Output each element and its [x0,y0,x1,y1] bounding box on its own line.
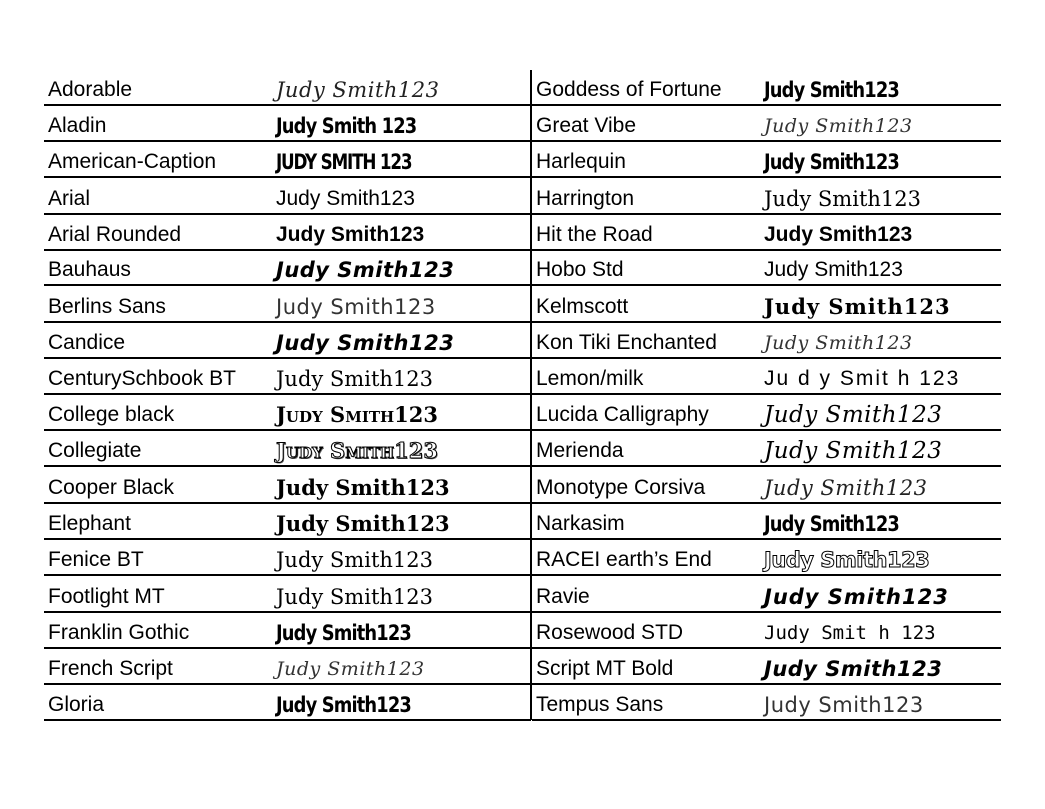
font-row [44,540,531,576]
font-row [44,250,531,286]
font-name: Harrington [536,187,635,210]
font-sample: Judy Smith123 [276,475,450,500]
font-name: Lucida Calligraphy [536,403,709,426]
font-name: Collegiate [48,439,142,462]
font-name: Arial Rounded [48,223,182,246]
font-row [532,613,1001,649]
font-row [532,577,1001,613]
font-name: Footlight MT [48,585,165,608]
font-sample: Judy Smit h 123 [764,622,936,644]
font-row [44,649,531,685]
font-row [44,468,531,504]
font-sample: Judy Smith123 [276,367,433,391]
font-name: Gloria [48,693,105,716]
font-row [532,685,1001,721]
font-sample: Judy Smith123 [764,150,900,174]
font-name: Harlequin [536,150,626,173]
font-name: Hit the Road [536,223,653,246]
font-row [44,323,531,359]
font-row [532,431,1001,467]
font-name: Goddess of Fortune [536,78,722,101]
font-sample: Judy Smith123 [276,258,455,282]
font-row [44,685,531,721]
font-sample: Judy Smith123 [764,402,943,428]
font-row [44,179,531,215]
font-name: Script MT Bold [536,657,674,680]
font-sample: Judy Smith123 [764,78,900,102]
font-name: Fenice BT [48,548,144,571]
font-row [532,250,1001,286]
font-sample: Judy Smith123 [764,438,943,464]
font-row [44,504,531,540]
font-name: Kon Tiki Enchanted [536,331,717,354]
font-name: Franklin Gothic [48,621,190,644]
font-name: Kelmscott [536,295,629,318]
font-name: Aladin [48,114,107,137]
font-sample: Ju d y Smit h 123 [764,367,961,390]
font-sample: Judy Smith123 [764,657,943,681]
font-name: Merienda [536,439,624,462]
font-row [532,179,1001,215]
font-name: Adorable [48,78,133,101]
font-sample: Judy Smith123 [276,658,425,680]
font-row [532,287,1001,323]
font-sample: JUDY SMITH 123 [276,150,412,174]
font-name: Hobo Std [536,258,624,281]
font-row [532,504,1001,540]
font-row [44,70,531,106]
font-name: Tempus Sans [536,693,664,716]
font-sample: Judy Smith123 [276,585,433,609]
font-name: Rosewood STD [536,621,684,644]
font-row [532,142,1001,178]
font-row [44,577,531,613]
font-row [532,540,1001,576]
font-row [44,287,531,323]
font-sample: Judy Smith123 [764,258,903,281]
font-sample: Judy Smith123 [764,693,924,717]
font-name: Ravie [536,585,590,608]
font-row [532,649,1001,685]
font-row [532,395,1001,431]
font-name: Cooper Black [48,476,175,499]
font-name: RACEI earth’s End [536,548,712,571]
font-row [44,142,531,178]
font-sample: Judy Smith123 [764,512,900,536]
font-sample: Judy Smith123 [276,223,425,246]
font-sample: Judy Smith123 [276,548,433,572]
font-name: Lemon/milk [536,367,644,390]
font-sample: Judy Smith 123 [276,114,417,138]
font-row [44,106,531,142]
font-row [44,215,531,251]
font-sample: Judy Smith123 [276,621,412,645]
font-name: Monotype Corsiva [536,476,706,499]
font-name: Narkasim [536,512,625,535]
font-sample: Judy Smith123 [764,187,921,211]
font-name: CenturySchbook BT [48,367,236,390]
font-name: Candice [48,331,126,354]
font-row [44,613,531,649]
font-row [44,359,531,395]
font-sample: Judy Smith123 [276,331,455,355]
font-row [44,431,531,467]
font-row [532,359,1001,395]
font-name: Berlins Sans [48,295,166,318]
font-name: French Script [48,657,173,680]
font-row [44,395,531,431]
font-name: American-Caption [48,150,217,173]
font-name: Arial [48,187,91,210]
font-row [532,323,1001,359]
font-sample: Judy Smith123 [276,402,438,427]
font-sample: Judy Smith123 [764,476,928,500]
font-name: Elephant [48,512,131,535]
font-sample: Judy Smith123 [764,548,930,572]
font-sample: Judy Smith123 [764,223,913,246]
font-sample: Judy Smith123 [276,511,450,536]
font-name: College black [48,403,175,426]
font-row [532,70,1001,106]
font-row [532,215,1001,251]
font-sample: Judy Smith123 [764,115,913,137]
font-sample: Judy Smith123 [764,332,913,354]
font-sample: Judy Smith123 [764,294,951,319]
font-sample: Judy Smith123 [276,693,412,717]
font-row [532,468,1001,504]
column-divider [530,70,532,720]
font-sample: Judy Smith123 [276,187,415,210]
font-sample: Judy Smith123 [276,295,436,319]
font-row [532,106,1001,142]
font-sample: Judy Smith123 [276,78,440,102]
font-sample: Judy Smith123 [276,438,438,463]
font-name: Great Vibe [536,114,637,137]
font-name: Bauhaus [48,258,131,281]
font-sample: Judy Smith123 [764,585,949,609]
